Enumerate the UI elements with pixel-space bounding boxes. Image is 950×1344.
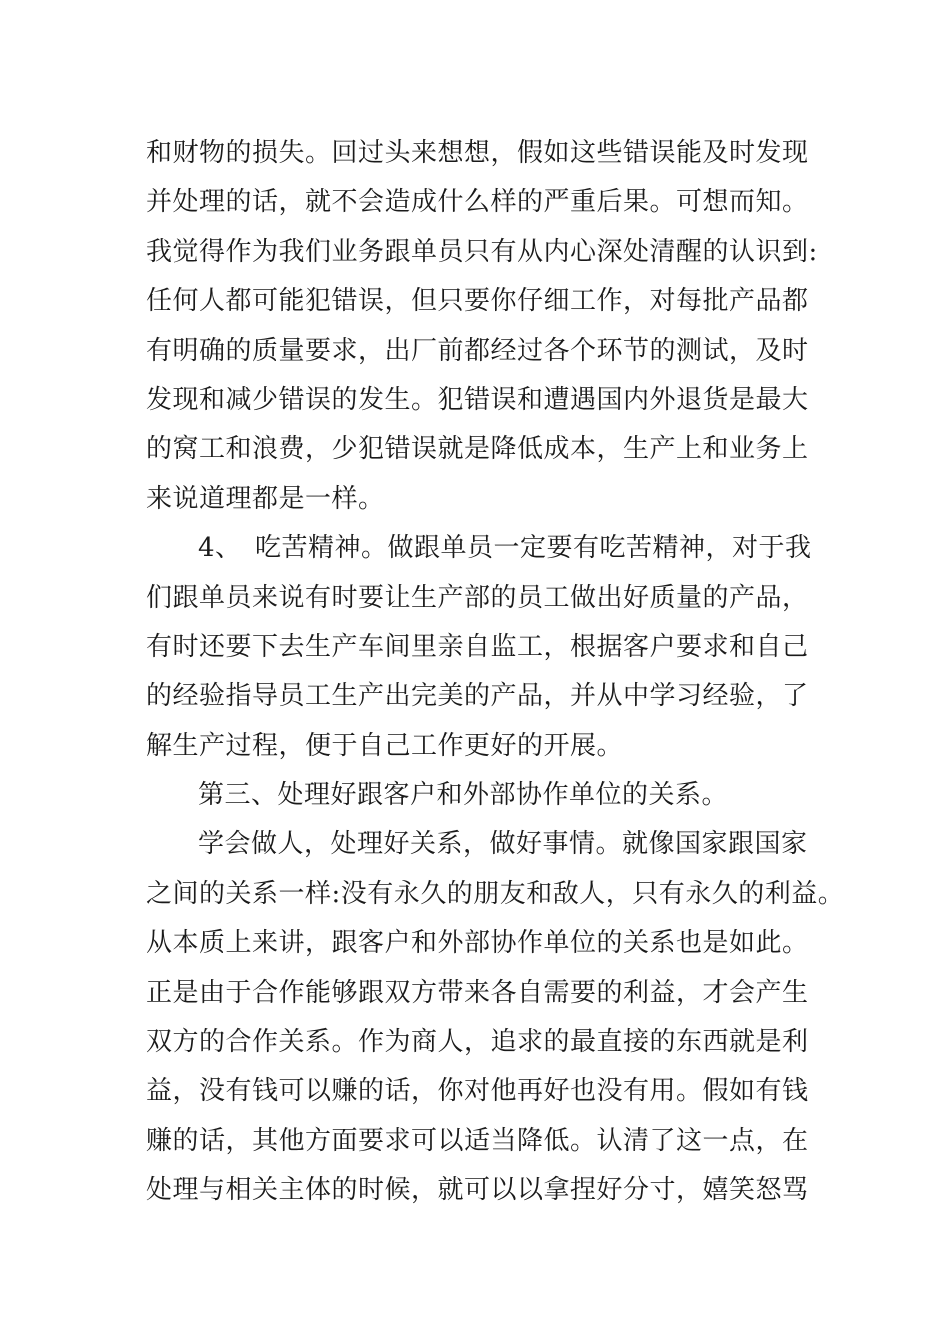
text-line-17: 从本质上来讲，跟客户和外部协作单位的关系也是如此。 <box>146 928 809 959</box>
text-line-12: 的经验指导员工生产出完美的产品，并从中学习经验，了 <box>146 681 809 712</box>
text-line-9: 4、 吃苦精神。做跟单员一定要有吃苦精神，对于我 <box>198 533 812 564</box>
text-line-14: 第三、处理好跟客户和外部协作单位的关系。 <box>198 780 729 811</box>
text-line-21: 赚的话，其他方面要求可以适当降低。认清了这一点，在 <box>146 1125 809 1156</box>
text-line-7: 的窝工和浪费，少犯错误就是降低成本，生产上和业务上 <box>146 434 809 465</box>
body-text <box>146 129 845 1216</box>
text-line-2: 并处理的话，就不会造成什么样的严重后果。可想而知。 <box>146 187 809 218</box>
text-line-1: 和财物的损失。回过头来想想，假如这些错误能及时发现 <box>146 138 809 168</box>
text-line-8: 来说道理都是一样。 <box>146 483 385 514</box>
text-line-3: 我觉得作为我们业务跟单员只有从内心深处清醒的认识到: <box>146 236 818 267</box>
text-line-19: 双方的合作关系。作为商人，追求的最直接的东西就是利 <box>146 1027 809 1058</box>
text-line-20: 益，没有钱可以赚的话，你对他再好也没有用。假如有钱 <box>146 1076 809 1107</box>
text-line-13: 解生产过程，便于自己工作更好的开展。 <box>146 730 624 761</box>
text-line-22: 处理与相关主体的时候，就可以以拿捏好分寸，嬉笑怒骂 <box>146 1175 809 1206</box>
text-line-5: 有明确的质量要求，出厂前都经过各个环节的测试，及时 <box>146 335 809 366</box>
text-line-11: 有时还要下去生产车间里亲自监工，根据客户要求和自己 <box>146 631 809 662</box>
text-line-16: 之间的关系一样:没有永久的朋友和敌人，只有永久的利益。 <box>146 878 845 909</box>
text-line-18: 正是由于合作能够跟双方带来各自需要的利益，才会产生 <box>146 977 809 1008</box>
text-line-10: 们跟单员来说有时要让生产部的员工做出好质量的产品， <box>146 582 809 613</box>
text-line-6: 发现和减少错误的发生。犯错误和遭遇国内外退货是最大 <box>146 384 809 415</box>
text-line-4: 任何人都可能犯错误，但只要你仔细工作，对每批产品都 <box>146 286 809 317</box>
text-line-15: 学会做人，处理好关系，做好事情。就像国家跟国家 <box>198 829 808 860</box>
